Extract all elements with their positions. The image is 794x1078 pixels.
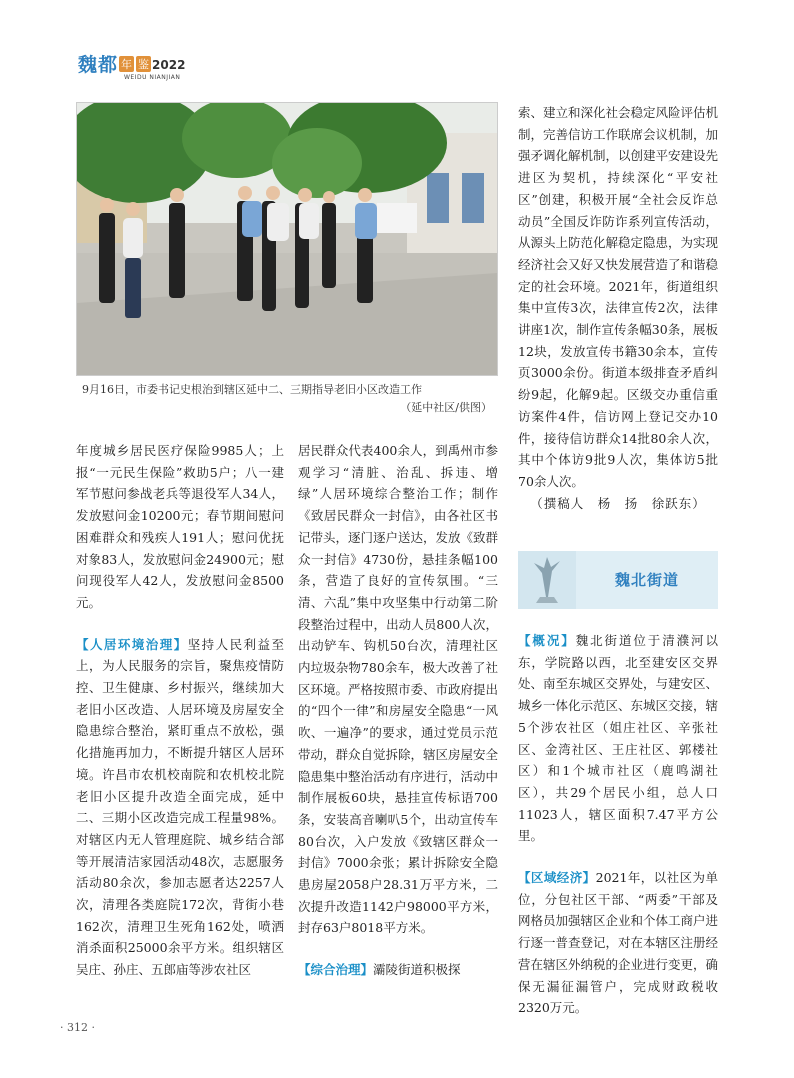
yearbook-logo xyxy=(78,50,185,81)
paragraph-governance-continued: 索、建立和深化社会稳定风险评估机制，完善信访工作联席会议机制，加强矛调化解机制，以创建平安建设先进区为契机，持续深化“平安社区”创建，积极开展“全社会反诈总动员”全国反诈防诈系列宣传活动，从源头上防范化解稳定隐患，为实现经济社会又好又快发展营造了和谐稳定的社会环境。2021年，街道组织集中宣传3次，法律宣传2次，法律讲座1次，制作宣传条幅30条，展板12块，发放宣传书籍30余本，宣传页3000余份。街道本级排查矛盾纠纷9起，化解9起。区级交办重信重访案件4件，信访网上登记交办10件，接待信访群众14批80余人次，其中个体访9批9人次，集体访5批70余人次。 xyxy=(518,105,719,489)
column-4 xyxy=(518,630,718,1019)
paragraph-overview xyxy=(518,630,718,847)
section-text: 坚持人民利益至上，为人民服务的宗旨，聚焦疫情防控、卫生健康、乡村振兴，继续加大老旧小区改造、人居环境及房屋安全隐患综合整治，紧盯重点不放松，强化措施再加力，不断提升辖区人居环境。许昌市农机校南院和农机校北院老旧小区提升改造全面完成，延中二、三期小区改造完成工程量98%。对辖区内无人管理庭院、城乡结合部等开展清洁家园活动48次，志愿服务活动80余次，参加志愿者达2257人次，清理各类庭院172次，背街小巷162次，清理卫生死角162处，喷洒消杀面积25000余平方米。组织辖区吴庄、孙庄、五郎庙等涉农社区 xyxy=(76,636,284,978)
inspection-photo xyxy=(76,102,498,376)
section-text: 灞陵街道积极探 xyxy=(373,962,461,978)
section-label-economy: 【区域经济】 xyxy=(518,870,596,886)
section-banner xyxy=(518,551,718,609)
logo-subtitle: WEIDU NIANJIAN xyxy=(124,74,181,81)
photo-illustration xyxy=(77,103,497,375)
column-2 xyxy=(298,440,498,981)
section-label-governance: 【综合治理】 xyxy=(298,962,374,978)
column-3 xyxy=(518,102,718,514)
section-text: 2021年，以社区为单位，分包社区干部、“两委”干部及网格员加强辖区企业和个体工商户进行逐一普查登记，对在本辖区注册经营在辖区外纳税的企业进行变更，确保无漏征漏管户，完成财政税收2320万元。 xyxy=(518,870,719,1016)
photo-caption xyxy=(76,381,496,417)
page-number: · 312 · xyxy=(60,1021,95,1034)
section-label-overview: 【概况】 xyxy=(518,633,576,648)
logo-title: 魏都 xyxy=(78,54,119,76)
logo-box-book: 鉴 xyxy=(138,58,150,71)
monument-icon xyxy=(518,551,576,609)
column-1 xyxy=(76,440,284,981)
author-byline: （撰稿人 杨 扬 徐跃东） xyxy=(530,495,706,511)
paragraph-continued: 居民群众代表400余人，到禹州市参观学习“清脏、治乱、拆违、增绿”人居环境综合整治工作；制作《致居民群众一封信》，由各社区书记带头，逐门逐户送达，发放《致群众一封信》4730份，悬挂条幅100条，营造了良好的宣传氛围。“三清、六乱”集中攻坚集中行动第二阶段整治过程中，出动人员800人次，出动铲车、钩机50台次，清理社区内垃圾杂物780余车，极大改善了社区环境。严格按照市委、市政府提出的“四个一律”和房屋安全隐患“一风吹、一遍净”的要求，通过党员示范带动，群众自觉拆除，辖区房屋安全隐患集中整治活动有序进行，活动中制作展板60块，悬挂宣传标语700条，安装高音喇叭5个，出动宣传车80台次，入户发放《致辖区群众一封信》7000余张；累计拆除安全隐患房屋2058户28.31万平方米，二次提升改造1142户98000平方米，封存63户8018平方米。 xyxy=(298,443,499,936)
paragraph-regional-economy xyxy=(518,867,718,1019)
section-title-weibei: 魏北街道 xyxy=(614,571,679,589)
section-label-living-environment: 【人居环境治理】 xyxy=(76,636,188,652)
caption-line: 9月16日，市委书记史根治到辖区延中二、三期指导老旧小区改造工作 xyxy=(82,383,422,396)
paragraph-comprehensive-governance xyxy=(298,959,498,981)
section-text: 魏北街道位于清濮河以东，学院路以西，北至建安区交界处、南至东城区交界处，与建安区、城乡一体化示范区、东城区交接，辖5个涉农社区（姐庄社区、辛张社区、金湾社区、王庄社区、郭楼社区）和1个城市社区（鹿鸣湖社区），共29个居民小组，总人口11023人，辖区面积7.47平方公里。 xyxy=(518,633,719,844)
caption-credit: （延中社区/供图） xyxy=(400,401,492,414)
paragraph-medical-insurance: 年度城乡居民医疗保险9985人；上报“一元民生保险”救助5户；八一建军节慰问参战老兵等退役军人34人，发放慰问金10200元；春节期间慰问困难群众和残疾人191人；慰问优抚对象83人，发放慰问金24900元；慰问现役军人42人，发放慰问金8500元。 xyxy=(76,443,284,610)
logo-box-year: 年 xyxy=(121,58,133,71)
paragraph-living-environment xyxy=(76,634,284,981)
logo-year: 2022 xyxy=(152,58,186,72)
